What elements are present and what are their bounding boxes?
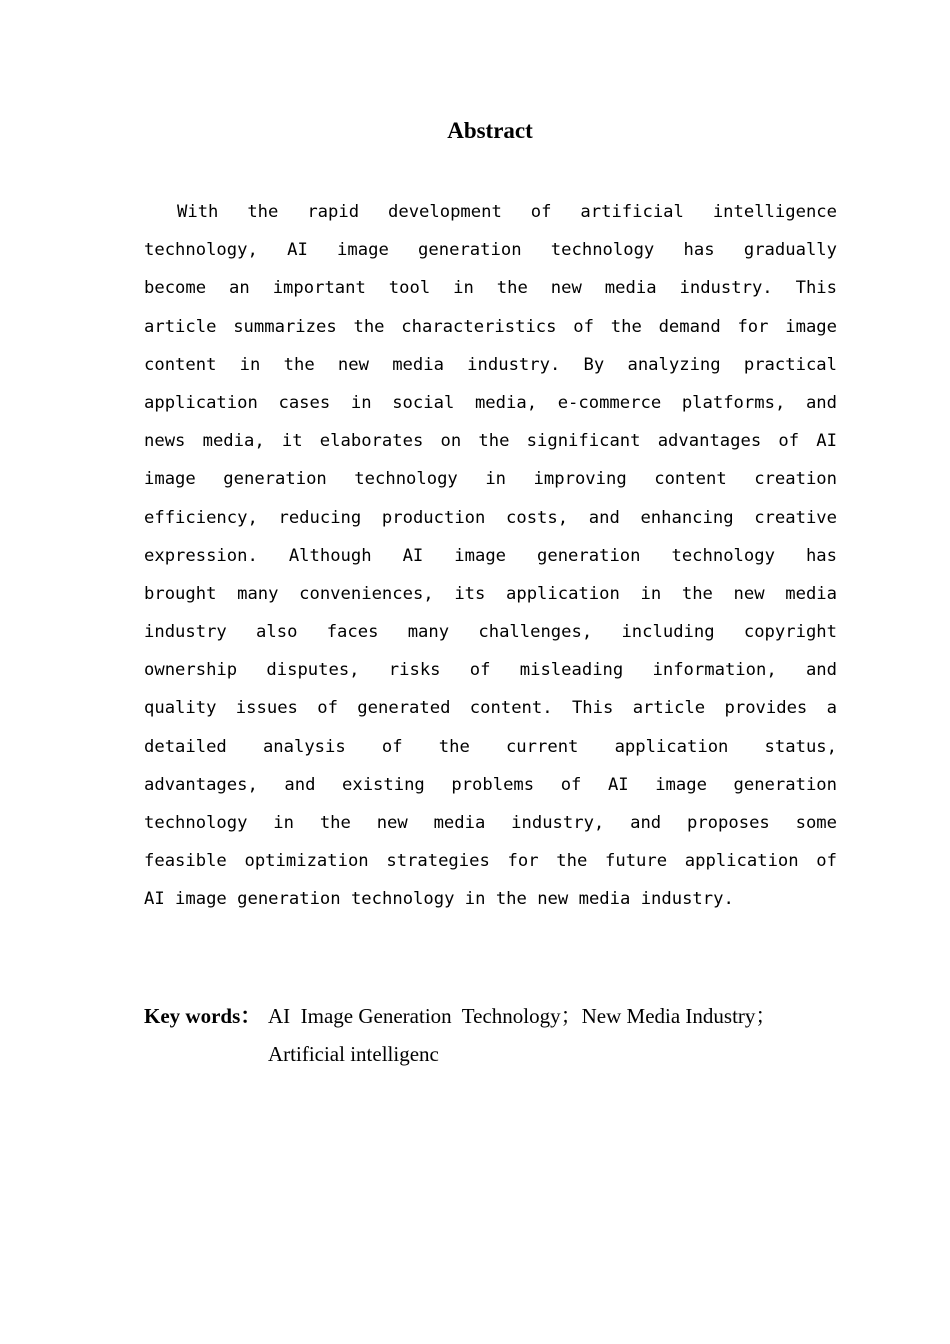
abstract-line: industry also faces many challenges, including copyright [144, 622, 837, 643]
abstract-line: expression. Although AI image generation technology has [144, 545, 837, 566]
keywords-line: Artificial intelligenc [268, 1042, 439, 1066]
abstract-body [144, 193, 837, 919]
abstract-line: feasible optimization strategies for the future application of [144, 851, 837, 872]
abstract-line: article summarizes the characteristics of the demand for image [144, 316, 837, 337]
abstract-line: ownership disputes, risks of misleading information, and [144, 660, 837, 681]
abstract-line: quality issues of generated content. This article provides a [144, 698, 837, 719]
abstract-line: With the rapid development of artificial intelligence [177, 202, 837, 222]
abstract-line: application cases in social media, e-commerce platforms, and [144, 392, 837, 413]
abstract-line: image generation technology in improving content creation [144, 469, 837, 490]
abstract-line: technology in the new media industry, and proposes some [144, 813, 837, 833]
abstract-line: AI image generation technology in the new media industry. [144, 889, 734, 910]
abstract-title: Abstract [447, 118, 533, 143]
abstract-line: brought many conveniences, its application in the new media [144, 583, 837, 604]
abstract-line: content in the new media industry. By analyzing practical [144, 354, 837, 375]
abstract-line: technology, AI image generation technology has gradually [144, 240, 837, 261]
abstract-line: efficiency, reducing production costs, and enhancing creative [144, 507, 837, 528]
abstract-line: advantages, and existing problems of AI image generation [144, 774, 837, 795]
abstract-line: news media, it elaborates on the significant advantages of AI [144, 431, 837, 452]
abstract-line: become an important tool in the new media industry. This [144, 278, 837, 299]
keywords-line: AI Image Generation Technology；New Media Industry； [268, 1004, 777, 1028]
keywords-label: Key words： [144, 1004, 262, 1028]
abstract-line: detailed analysis of the current application status, [144, 736, 837, 757]
